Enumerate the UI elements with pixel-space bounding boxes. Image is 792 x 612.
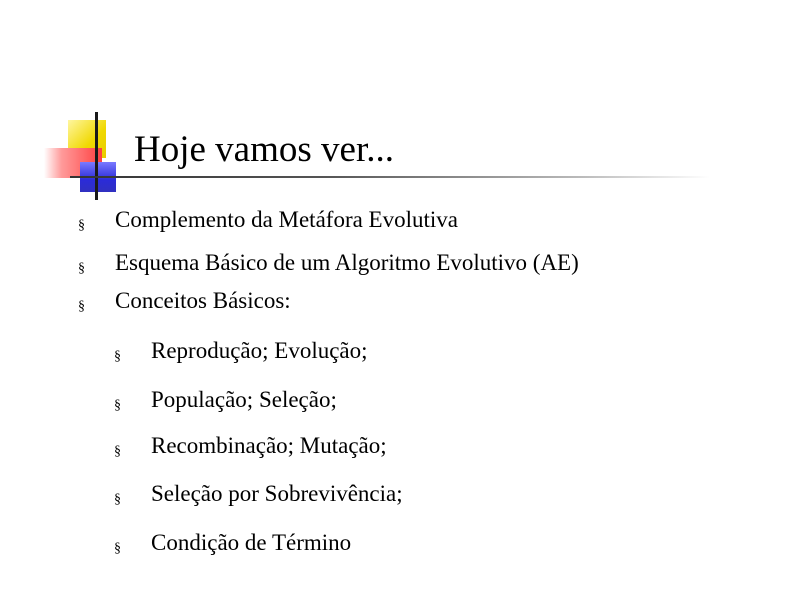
bullet-marker-icon: § (114, 349, 121, 364)
vertical-rule (95, 112, 98, 200)
sub-bullet-text: Recombinação; Mutação; (151, 433, 387, 458)
bullet-marker-icon: § (78, 261, 85, 276)
bullet-marker-icon: § (114, 541, 121, 556)
sub-bullet-text: Reprodução; Evolução; (151, 338, 368, 363)
sub-bullet-text: Condição de Término (151, 530, 352, 555)
slide-title: Hoje vamos ver... (134, 129, 394, 170)
bullet-marker-icon: § (114, 398, 121, 413)
bullet-marker-icon: § (114, 444, 121, 459)
bullet-marker-icon: § (78, 218, 85, 233)
bullet-marker-icon: § (114, 492, 121, 507)
bullet-marker-icon: § (78, 299, 85, 314)
title-underline (70, 176, 710, 178)
sub-bullet-text: Seleção por Sobrevivência; (151, 481, 403, 506)
bullet-text: Esquema Básico de um Algoritmo Evolutivo (AE) (115, 250, 579, 275)
bullet-text: Conceitos Básicos: (115, 288, 291, 313)
sub-bullet-text: População; Seleção; (151, 387, 337, 412)
bullet-text: Complemento da Metáfora Evolutiva (115, 207, 458, 232)
